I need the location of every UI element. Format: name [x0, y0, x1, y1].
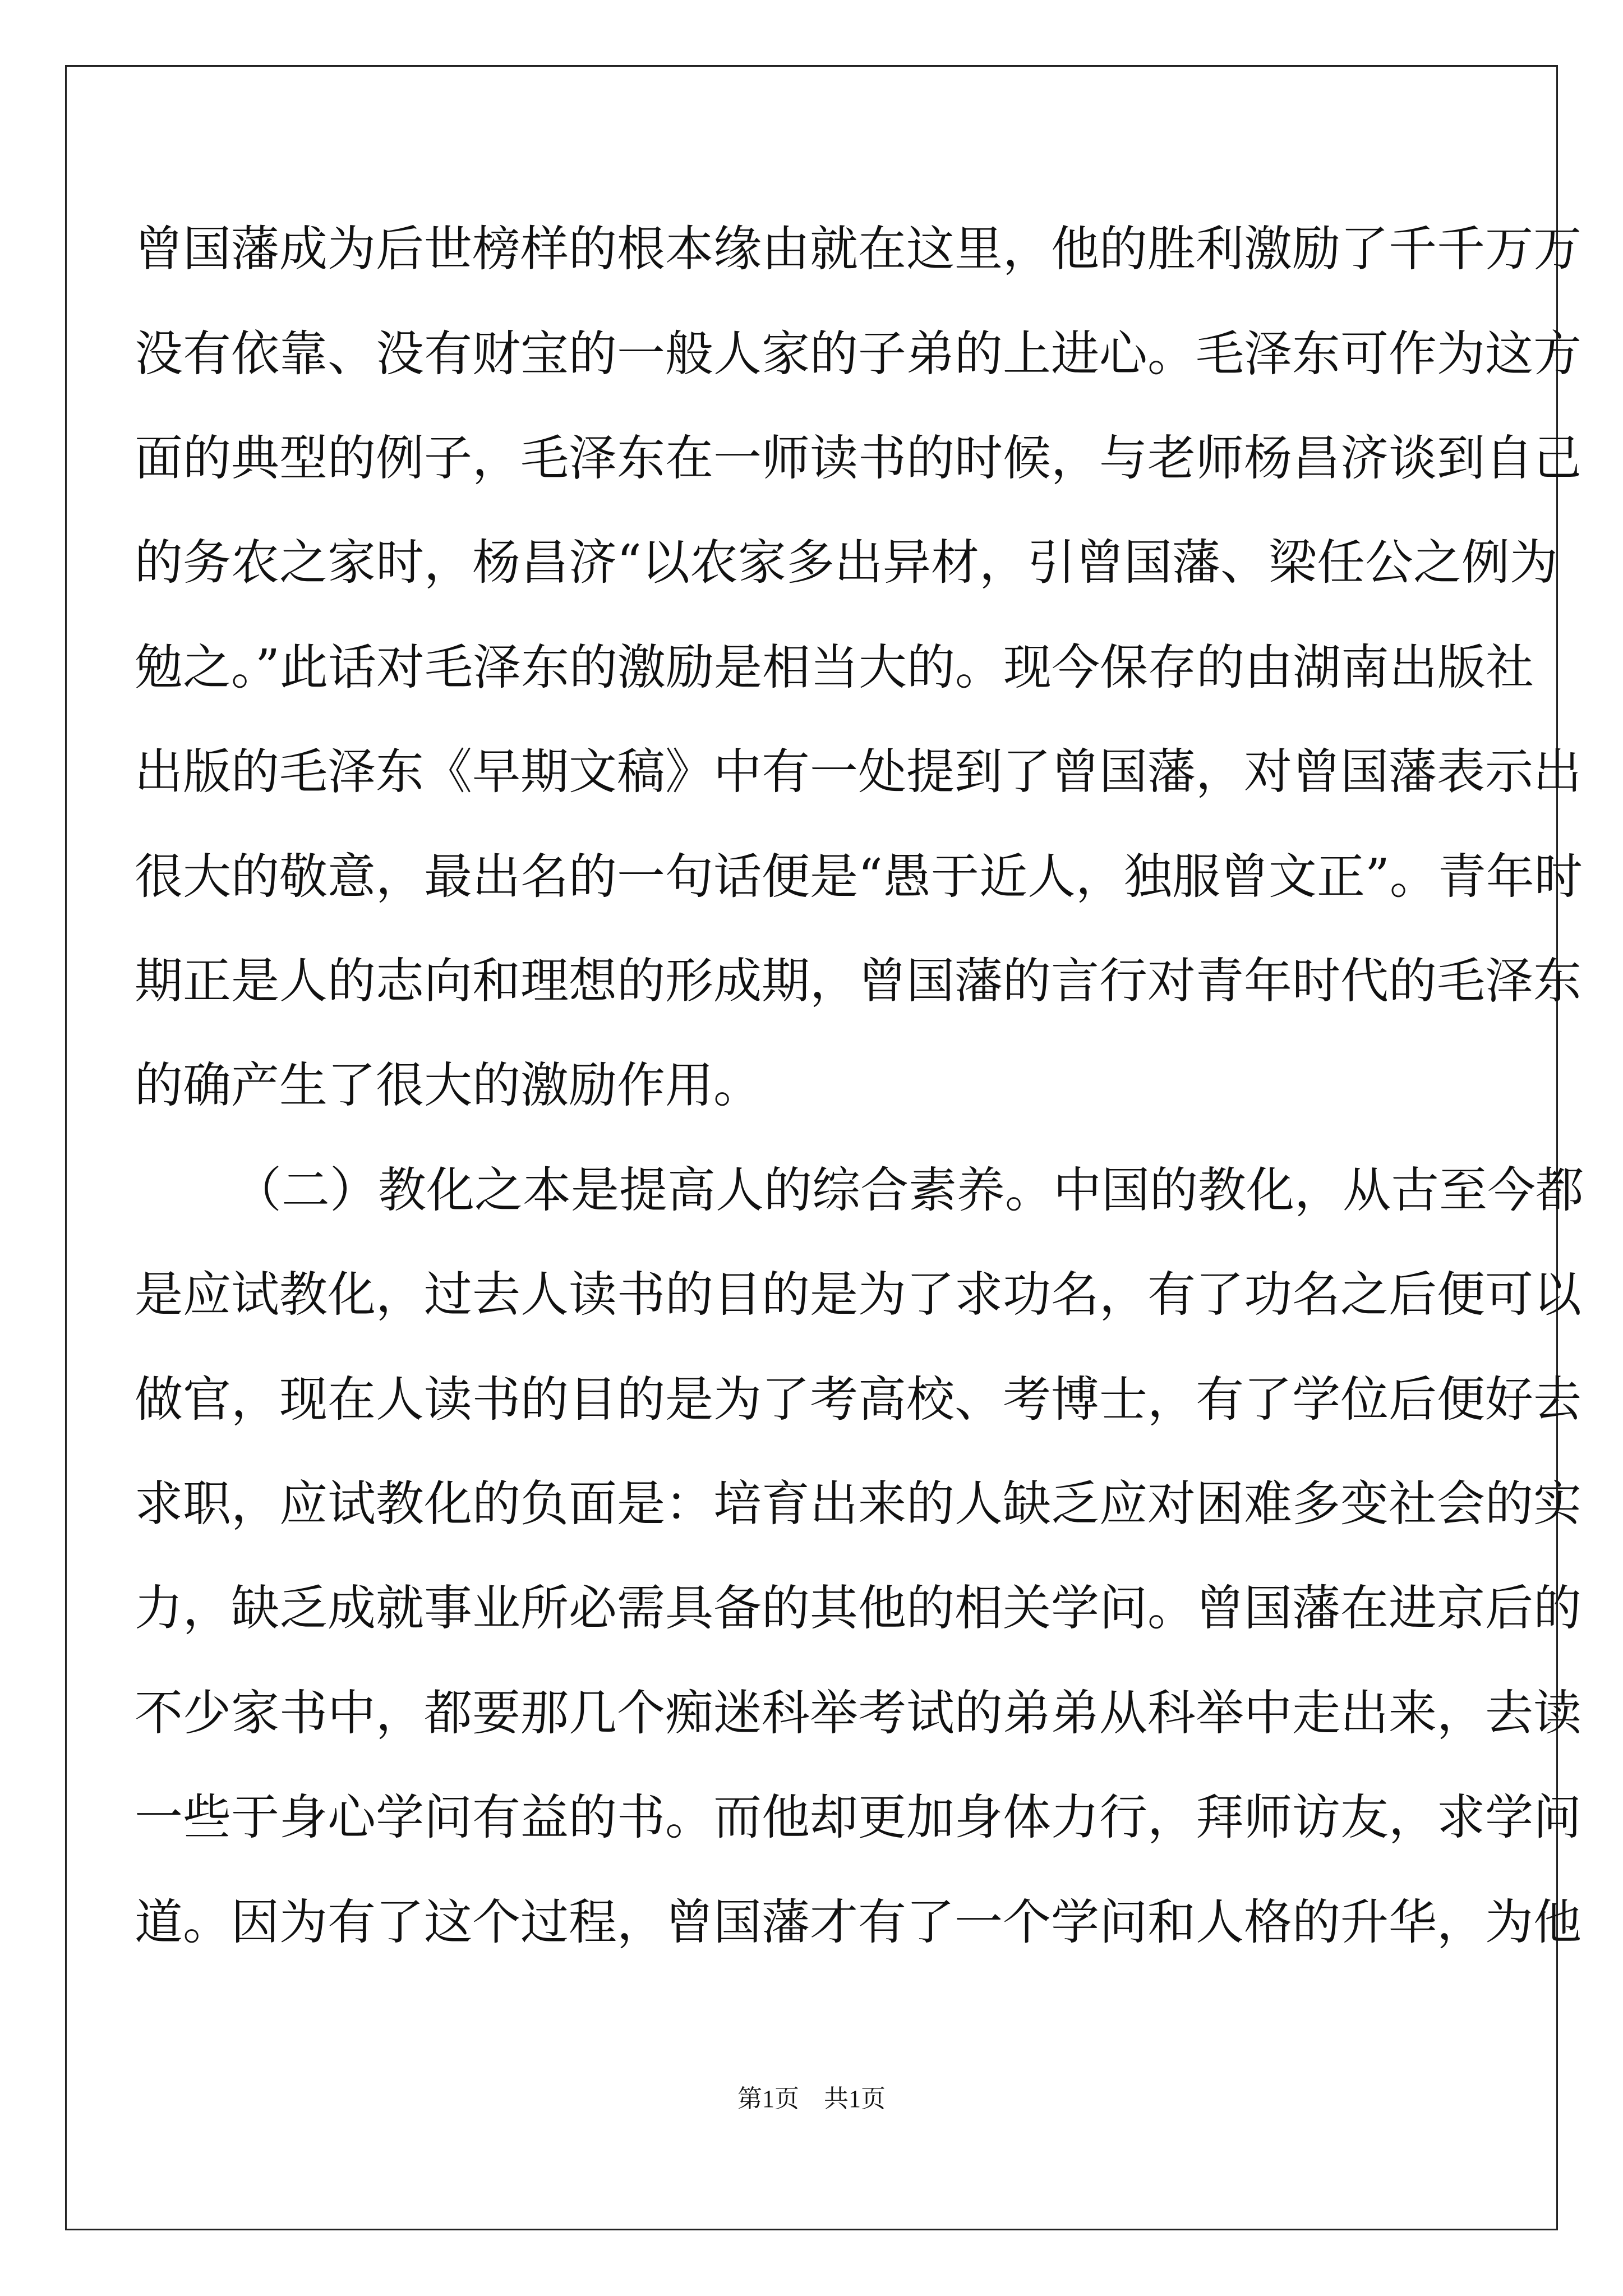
page-number: 第1页 共1页 [737, 2085, 886, 2113]
paragraph-first-line: （二）教化之本是提高人的综合素养。中国的教化，从古至今都 [233, 1162, 1584, 1218]
text-line: 曾国藩成为后世榜样的根本缘由就在这里，他的胜利激励了千千万万 [135, 221, 1581, 277]
text-line: 做官，现在人读书的目的是为了考高校、考博士，有了学位后便好去 [135, 1372, 1581, 1428]
text-line: 不少家书中，都要那几个痴迷科举考试的弟弟从科举中走出来，去读 [135, 1685, 1581, 1741]
text-line: 的务农之家时，杨昌济“以农家多出异材，引曾国藩、梁任公之例为 [135, 535, 1558, 591]
text-line: 力，缺乏成就事业所必需具备的其他的相关学问。曾国藩在进京后的 [135, 1580, 1581, 1636]
text-line: 出版的毛泽东《早期文稿》中有一处提到了曾国藩，对曾国藩表示出 [135, 744, 1581, 800]
text-line: 没有依靠、没有财宝的一般人家的子弟的上进心。毛泽东可作为这方 [135, 326, 1581, 382]
text-line: 的确产生了很大的激励作用。 [135, 1057, 762, 1114]
text-line: 一些于身心学问有益的书。而他却更加身体力行，拜师访友，求学问 [135, 1789, 1581, 1846]
text-line: 勉之。”此话对毛泽东的激励是相当大的。现今保存的由湖南出版社 [135, 639, 1534, 696]
text-line: 面的典型的例子，毛泽东在一师读书的时候，与老师杨昌济谈到自己 [135, 430, 1581, 486]
text-line: 期正是人的志向和理想的形成期，曾国藩的言行对青年时代的毛泽东 [135, 953, 1581, 1009]
text-line: 求职，应试教化的负面是：培育出来的人缺乏应对困难多变社会的实 [135, 1476, 1581, 1532]
text-line: 很大的敬意，最出名的一句话便是“愚于近人，独服曾文正”。青年时 [135, 849, 1583, 905]
text-line: 是应试教化，过去人读书的目的是为了求功名，有了功名之后便可以 [135, 1267, 1581, 1323]
text-line: 道。因为有了这个过程，曾国藩才有了一个学问和人格的升华，为他 [135, 1894, 1581, 1950]
